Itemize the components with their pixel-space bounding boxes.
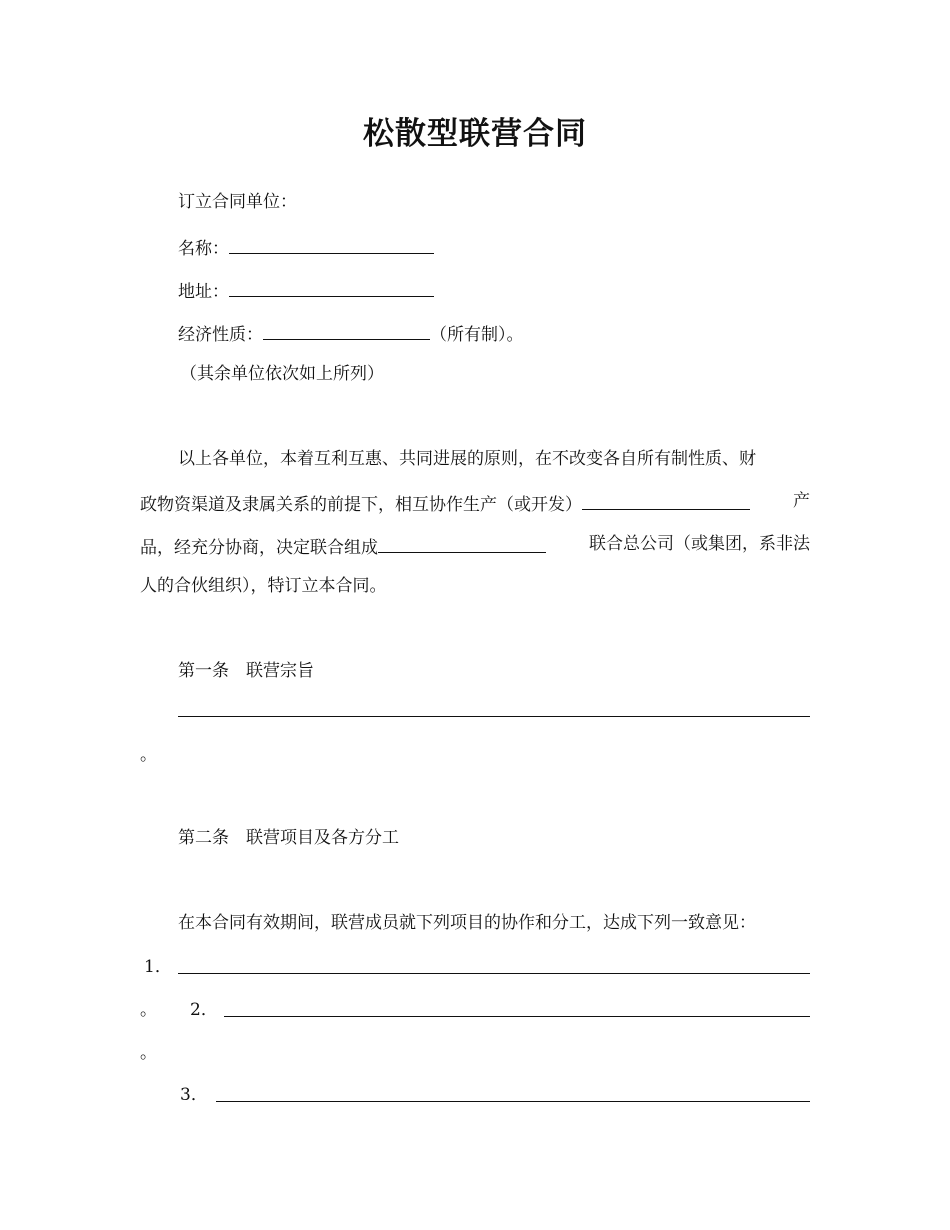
party-name-row: [178, 234, 434, 260]
product-blank: [582, 490, 750, 510]
party-nature-row: [178, 320, 524, 346]
item-3-number: 3．: [180, 1085, 208, 1105]
article-2-intro: 在本合同有效期间，联营成员就下列项目的协作和分工，达成下列一致意见：: [178, 913, 756, 933]
party-name-label: 名称：: [178, 239, 229, 259]
party-address-row: [178, 277, 434, 303]
document-title: 松散型联营合同: [363, 116, 587, 152]
item-2-number: 2．: [190, 1000, 218, 1020]
preamble-line-3: [140, 533, 810, 559]
preamble-line-3-a: 品，经充分协商，决定联合组成: [140, 538, 378, 558]
party-nature-blank: [263, 320, 430, 340]
article-1-heading: 第一条 联营宗旨: [178, 661, 314, 681]
preamble-line-2-text: [140, 490, 750, 516]
preamble-line-2-a: 政物资渠道及隶属关系的前提下，相互协作生产（或开发）: [140, 495, 582, 515]
item-3-blank-line: [216, 1101, 810, 1102]
parties-heading: 订立合同单位：: [178, 192, 297, 212]
party-address-blank: [229, 277, 434, 297]
party-name-blank: [229, 234, 434, 254]
item-2-blank-line: [224, 1016, 810, 1017]
preamble-line-2-b: 产: [793, 491, 810, 511]
party-address-label: 地址：: [178, 282, 229, 302]
item-1-end-mark: 。: [140, 1000, 157, 1020]
article-2-heading: 第二条 联营项目及各方分工: [178, 828, 399, 848]
party-nature-label: 经济性质：: [178, 325, 263, 345]
preamble-line-4: 人的合伙组织），特订立本合同。: [140, 576, 387, 596]
preamble-line-3-text: [140, 533, 546, 559]
article-1-blank-line: [178, 716, 810, 717]
party-nature-suffix: （所有制）。: [430, 325, 524, 345]
parties-note: （其余单位依次如上所列）: [180, 364, 384, 384]
item-1-number: 1．: [144, 957, 172, 977]
company-name-blank: [378, 533, 546, 553]
item-1-blank-line: [178, 973, 810, 974]
preamble-line-2: [140, 490, 810, 516]
item-2-end-mark: 。: [140, 1043, 157, 1063]
preamble-line-1: 以上各单位，本着互利互惠、共同进展的原则，在不改变各自所有制性质、财: [178, 449, 756, 469]
article-1-end-mark: 。: [140, 745, 157, 765]
preamble-line-3-b: 联合总公司（或集团，系非法: [589, 534, 810, 554]
